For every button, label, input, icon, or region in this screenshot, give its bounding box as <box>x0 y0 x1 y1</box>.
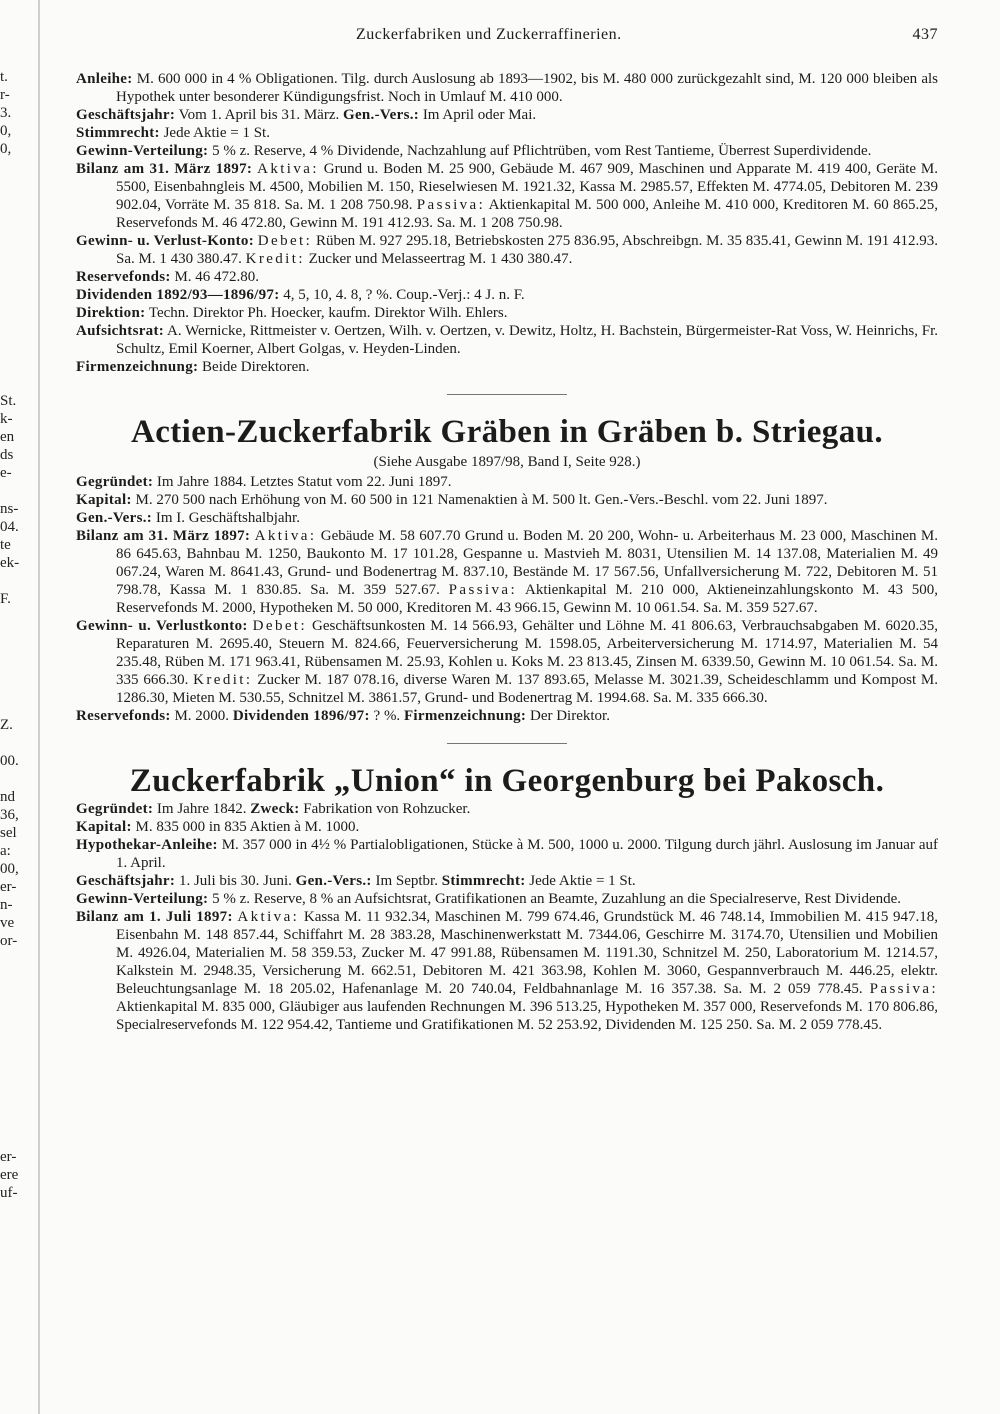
label: Firmenzeichnung: <box>76 359 199 375</box>
debet-label: Debet: <box>257 233 313 249</box>
gutter-fragment <box>0 608 40 626</box>
entry-kapital <box>76 818 938 836</box>
passiva-label: Passiva: <box>416 197 486 213</box>
gutter-fragment: St. <box>0 393 17 409</box>
text: ? %. <box>373 708 401 724</box>
text: M. 835 000 in 835 Aktien à M. 1000. <box>135 819 360 835</box>
gutter-fragment <box>0 302 40 320</box>
label: Zweck: <box>250 801 300 817</box>
left-gutter-fragments <box>0 68 40 1202</box>
entry-geschaeftsjahr <box>76 872 938 890</box>
label: Dividenden 1896/97: <box>232 708 370 724</box>
label: Gewinn-Verteilung: <box>76 143 209 159</box>
entry-gen-vers <box>76 509 938 527</box>
text: Techn. Direktor Ph. Hoecker, kaufm. Direktor Wilh. Ehlers. <box>148 305 508 321</box>
kredit-label: Kredit: <box>245 251 305 267</box>
gutter-fragment: ek- <box>0 555 20 571</box>
text: Fabrikation von Rohzucker. <box>303 801 471 817</box>
gutter-fragment: Z. <box>0 717 13 733</box>
gutter-fragment: 0, <box>0 141 12 157</box>
gutter-fragment <box>0 698 40 716</box>
entry-reserve-dividend-firma <box>76 707 938 725</box>
gutter-fragment <box>0 770 40 788</box>
gutter-fragment <box>0 230 40 248</box>
text: M. 600 000 in 4 % Obligationen. Tilg. durch Auslosung ab 1893—1902, bis M. 480 000 zurückgezahlt sind, M. 120 000 bleiben als Hypothek unter besonderer Kündigungsfrist. Noch in Umlauf M. 410 000. <box>116 71 938 105</box>
gutter-fragment: 3. <box>0 105 12 121</box>
gutter-fragment <box>0 482 40 500</box>
entry-bilanz <box>76 908 938 1034</box>
gutter-fragment: ve <box>0 915 15 931</box>
gutter-fragment <box>0 662 40 680</box>
label: Geschäftsjahr: <box>76 107 176 123</box>
gutter-fragment: 36, <box>0 807 19 823</box>
gutter-fragment <box>0 320 40 338</box>
section-continued-entry <box>76 70 938 376</box>
entry-gegruendet <box>76 473 938 491</box>
gutter-fragment <box>0 1004 40 1022</box>
gutter-fragment <box>0 626 40 644</box>
gutter-fragment <box>0 644 40 662</box>
gutter-fragment <box>0 1022 40 1040</box>
entry-kapital <box>76 491 938 509</box>
gutter-fragment <box>0 1058 40 1076</box>
text: A. Wernicke, Rittmeister v. Oertzen, Wilh. v. Oertzen, v. Dewitz, Holtz, H. Bachstein, Bürgermeister-Rat Voss, W. Heinrichs, Fr. Schultz, Emil Koerner, Albert Golgas, v. Heyden-Linden. <box>116 323 938 357</box>
label: Bilanz am 31. März 1897: <box>76 161 253 177</box>
entry-gewinn-konto <box>76 617 938 707</box>
gutter-fragment: n- <box>0 897 13 913</box>
label: Gen.-Vers.: <box>295 873 372 889</box>
label: Direktion: <box>76 305 146 321</box>
gutter-fragment <box>0 1040 40 1058</box>
text: Jede Aktie = 1 St. <box>529 873 636 889</box>
label: Stimmrecht: <box>441 873 526 889</box>
entry-geschaeftsjahr <box>76 106 938 124</box>
gutter-fragment: nd <box>0 789 15 805</box>
gutter-fragment: F. <box>0 591 11 607</box>
text: M. 357 000 in 4½ % Partialobligationen, Stücke à M. 500, 1000 u. 2000. Tilgung durch jährl. Auslosung im Januar auf 1. April. <box>116 837 938 871</box>
gutter-fragment: ds <box>0 447 14 463</box>
label: Gewinn- u. Verlustkonto: <box>76 618 248 634</box>
text: Im Septbr. <box>375 873 438 889</box>
text: M. 270 500 nach Erhöhung von M. 60 500 in 121 Namenaktien à M. 500 lt. Gen.-Vers.-Beschl. vom 22. Juni 1897. <box>135 492 828 508</box>
entry-bilanz <box>76 527 938 617</box>
gutter-fragment <box>0 734 40 752</box>
entry-gewinn-konto <box>76 232 938 268</box>
gutter-fragment: er- <box>0 879 17 895</box>
gutter-fragment <box>0 950 40 968</box>
gutter-fragment: uf- <box>0 1185 18 1201</box>
text: Im Jahre 1884. Letztes Statut vom 22. Juni 1897. <box>156 474 452 490</box>
gutter-fragment <box>0 248 40 266</box>
aktiva-text: Grund u. Boden M. 25 900, Gebäude M. 467 909, Maschinen und Apparate M. 419 400, Geräte M. 5500, Eisenbahngleis M. 4500, Mobilien M. 150, Rieselwiesen M. 1921.32, Kassa M. 2985.57, Effekten M. 4774.05, Debitoren M. 239 902.04, Vorräte M. 35 818. Sa. M. 1 208 750.98. <box>116 161 939 213</box>
text: 5 % z. Reserve, 8 % an Aufsichtsrat, Gratifikationen an Beamte, Zuzahlung an die Specialreserve, Rest Dividende. <box>212 891 902 907</box>
label: Firmenzeichnung: <box>403 708 527 724</box>
aktiva-label: Aktiva: <box>257 161 319 177</box>
entry-anleihe <box>76 70 938 106</box>
running-header <box>356 26 938 44</box>
aktiva-label: Aktiva: <box>254 528 317 544</box>
gutter-fragment <box>0 986 40 1004</box>
debet-text: Geschäftsunkosten M. 14 566.93, Gehälter und Löhne M. 41 806.63, Verbrauchsabgaben M. 6020.35, Reparaturen M. 2695.40, Steuern M. 824.66, Feuerversicherung M. 1598.05, Arbeiterversicherung M. 1714.97, Materialien M. 54 235.48, Rüben M. 171 963.41, Rübensamen M. 25.93, Kohlen u. Koks M. 23 813.45, Zinsen M. 6339.50, Gewinn M. 10 061.54. Sa. M. 335 666.30. <box>116 618 939 688</box>
gutter-fragment <box>0 680 40 698</box>
edition-reference: (Siehe Ausgabe 1897/98, Band I, Seite 928.) <box>373 454 641 470</box>
entry-reservefonds <box>76 268 938 286</box>
gutter-fragment <box>0 194 40 212</box>
label: Gewinn-Verteilung: <box>76 891 209 907</box>
entry-dividenden <box>76 286 938 304</box>
gutter-fragment: 04. <box>0 519 19 535</box>
gutter-fragment <box>0 338 40 356</box>
text: Im I. Geschäftshalbjahr. <box>155 510 300 526</box>
gutter-fragment: ere <box>0 1167 19 1183</box>
passiva-label: Passiva: <box>448 582 518 598</box>
label: Geschäftsjahr: <box>76 873 176 889</box>
aktiva-label: Aktiva: <box>237 909 300 925</box>
text: Vom 1. April bis 31. März. <box>178 107 340 123</box>
label: Gen.-Vers.: <box>342 107 420 123</box>
passiva-text: Aktienkapital M. 210 000, Aktieneinzahlungskonto M. 43 500, Reservefonds M. 2000, Hypotheken M. 50 000, Kreditoren M. 43 966.15, Gewinn M. 10 061.54. Sa. M. 359 527.67. <box>116 582 939 616</box>
kredit-text: Zucker und Melasseertrag M. 1 430 380.47. <box>308 251 573 267</box>
gutter-fragment: sel <box>0 825 17 841</box>
gutter-fragment <box>0 356 40 374</box>
text: Jede Aktie = 1 St. <box>163 125 270 141</box>
gutter-fragment <box>0 1112 40 1130</box>
gutter-fragment: or- <box>0 933 18 949</box>
entry-direktion <box>76 304 938 322</box>
gutter-fragment: k- <box>0 411 13 427</box>
label: Kapital: <box>76 492 132 508</box>
gutter-fragment <box>0 212 40 230</box>
gutter-fragment: a: <box>0 843 11 859</box>
text: Im April oder Mai. <box>422 107 537 123</box>
label: Bilanz am 31. März 1897: <box>76 528 251 544</box>
label: Stimmrecht: <box>76 125 160 141</box>
running-title: Zuckerfabriken und Zuckerraffinerien. <box>356 26 622 43</box>
passiva-text: Aktienkapital M. 835 000, Gläubiger aus laufenden Rechnungen M. 396 513.25, Hypotheken M. 357 000, Reservefonds M. 170 806.86, Specialreservefonds M. 122 954.42, Tantieme und Gratifikationen M. 52 253.92, Dividenden M. 125 250. Sa. M. 2 059 778.45. <box>116 999 938 1033</box>
kredit-text: Zucker M. 187 078.16, diverse Waren M. 137 893.65, Melasse M. 3021.39, Scheideschlamm und Kompost M. 1286.30, Mieten M. 530.55, Schnitzel M. 3861.57, Grund- und Bodenertrag M. 1994.68. Sa. M. 335 666.30. <box>116 672 939 706</box>
gutter-fragment <box>0 968 40 986</box>
company-title: Zuckerfabrik „Union“ in Georgenburg bei Pakosch. <box>129 763 885 799</box>
gutter-fragment <box>0 1094 40 1112</box>
gutter-fragment <box>0 266 40 284</box>
entry-aufsichtsrat <box>76 322 938 358</box>
entry-gewinn-verteilung <box>76 142 938 160</box>
entry-hypothekar-anleihe <box>76 836 938 872</box>
text: M. 2000. <box>174 708 230 724</box>
gutter-fragment: ns- <box>0 501 19 517</box>
gutter-fragment: 00. <box>0 753 19 769</box>
text: 5 % z. Reserve, 4 % Dividende, Nachzahlung auf Pflichtrüben, vom Rest Tantieme, Überrest Superdividende. <box>212 143 872 159</box>
label: Reservefonds: <box>76 708 171 724</box>
gutter-fragment: te <box>0 537 11 553</box>
entry-gegruendet <box>76 800 938 818</box>
entry-stimmrecht <box>76 124 938 142</box>
aktiva-text: Kassa M. 11 932.34, Maschinen M. 799 674.46, Grundstück M. 46 748.14, Immobilien M. 415 947.18, Eisenbahn M. 148 857.44, Schiffahrt M. 28 383.28, Maschinenwerkstatt M. 7344.06, Geschirre M. 3174.70, Utensilien und Mobilien M. 4926.04, Materialien M. 58 359.53, Zucker M. 47 991.88, Rübensamen M. 1191.30, Schnitzel M. 250, Laboratorium M. 1214.57, Kalkstein M. 2948.35, Versicherung M. 662.51, Debitoren M. 421 363.98, Kohlen M. 3060, Gespannverbrauch M. 446.25, elektr. Beleuchtungsanlage M. 18 205.02, Hafenanlage M. 20 740.04, Feldbahnanlage M. 16 357.38. Sa. M. 2 059 778.45. <box>116 909 938 997</box>
gutter-fragment <box>0 1076 40 1094</box>
label: Kapital: <box>76 819 132 835</box>
debet-text: Rüben M. 927 295.18, Betriebskosten 275 836.95, Abschreibgn. M. 35 835.41, Gewinn M. 191 412.93. Sa. M. 1 430 380.47. <box>116 233 939 267</box>
label: Hypothekar-Anleihe: <box>76 837 218 853</box>
label: Gegründet: <box>76 801 154 817</box>
gutter-fragment: er- <box>0 1149 17 1165</box>
text: 1. Juli bis 30. Juni. <box>178 873 292 889</box>
text: 4, 5, 10, 4. 8, ? %. Coup.-Verj.: 4 J. n. F. <box>283 287 525 303</box>
label: Aufsichtsrat: <box>76 323 165 339</box>
text: Der Direktor. <box>529 708 610 724</box>
gutter-fragment: 00, <box>0 861 19 877</box>
entry-firmenzeichnung <box>76 358 938 376</box>
company-title: Actien-Zuckerfabrik Gräben in Gräben b. Striegau. <box>130 414 883 450</box>
gutter-fragment <box>0 176 40 194</box>
gutter-fragment <box>0 284 40 302</box>
gutter-fragment: e- <box>0 465 12 481</box>
gutter-fragment <box>0 158 40 176</box>
label: Gen.-Vers.: <box>76 510 153 526</box>
label: Bilanz am 1. Juli 1897: <box>76 909 233 925</box>
gutter-fragment: r- <box>0 87 10 103</box>
label: Gewinn- u. Verlust-Konto: <box>76 233 254 249</box>
company-entry-union <box>76 762 938 1034</box>
debet-label: Debet: <box>252 618 308 634</box>
label: Reservefonds: <box>76 269 171 285</box>
label: Dividenden 1892/93—1896/97: <box>76 287 280 303</box>
aktiva-text: Gebäude M. 58 607.70 Grund u. Boden M. 20 200, Wohn- u. Arbeiterhaus M. 23 000, Maschinen M. 86 645.63, Bahnbau M. 1250, Baukonto M. 17 101.28, Gespanne u. Mastvieh M. 8031, Utensilien M. 14 137.08, Materialien M. 49 067.24, Waren M. 8641.43, Grund- und Bodenertrag M. 837.10, Bestände M. 17 567.56, Unfallversicherung M. 722, Debitoren M. 51 798.78, Kassa M. 1 830.85. Sa. M. 359 527.67. <box>116 528 938 598</box>
passiva-label: Passiva: <box>869 981 939 997</box>
kredit-label: Kredit: <box>193 672 253 688</box>
section-divider <box>447 394 567 395</box>
gutter-fragment <box>0 374 40 392</box>
entry-bilanz <box>76 160 938 232</box>
company-entry-graeben <box>76 413 938 725</box>
text: M. 46 472.80. <box>174 269 260 285</box>
section-divider <box>447 743 567 744</box>
page-body <box>76 70 938 1034</box>
entry-gewinn-verteilung <box>76 890 938 908</box>
label: Gegründet: <box>76 474 154 490</box>
text: Im Jahre 1842. <box>156 801 247 817</box>
gutter-fragment: 0, <box>0 123 12 139</box>
label: Anleihe: <box>76 71 133 87</box>
gutter-fragment <box>0 572 40 590</box>
text: Beide Direktoren. <box>202 359 310 375</box>
page-number: 437 <box>912 26 938 43</box>
gutter-fragment: en <box>0 429 15 445</box>
passiva-text: Aktienkapital M. 500 000, Anleihe M. 410 000, Kreditoren M. 60 865.25, Reservefonds M. 46 472.80, Gewinn M. 191 412.93. Sa. M. 1 208 750.98. <box>116 197 938 231</box>
column-rule <box>38 0 40 1414</box>
gutter-fragment <box>0 1130 40 1148</box>
gutter-fragment: t. <box>0 69 8 85</box>
